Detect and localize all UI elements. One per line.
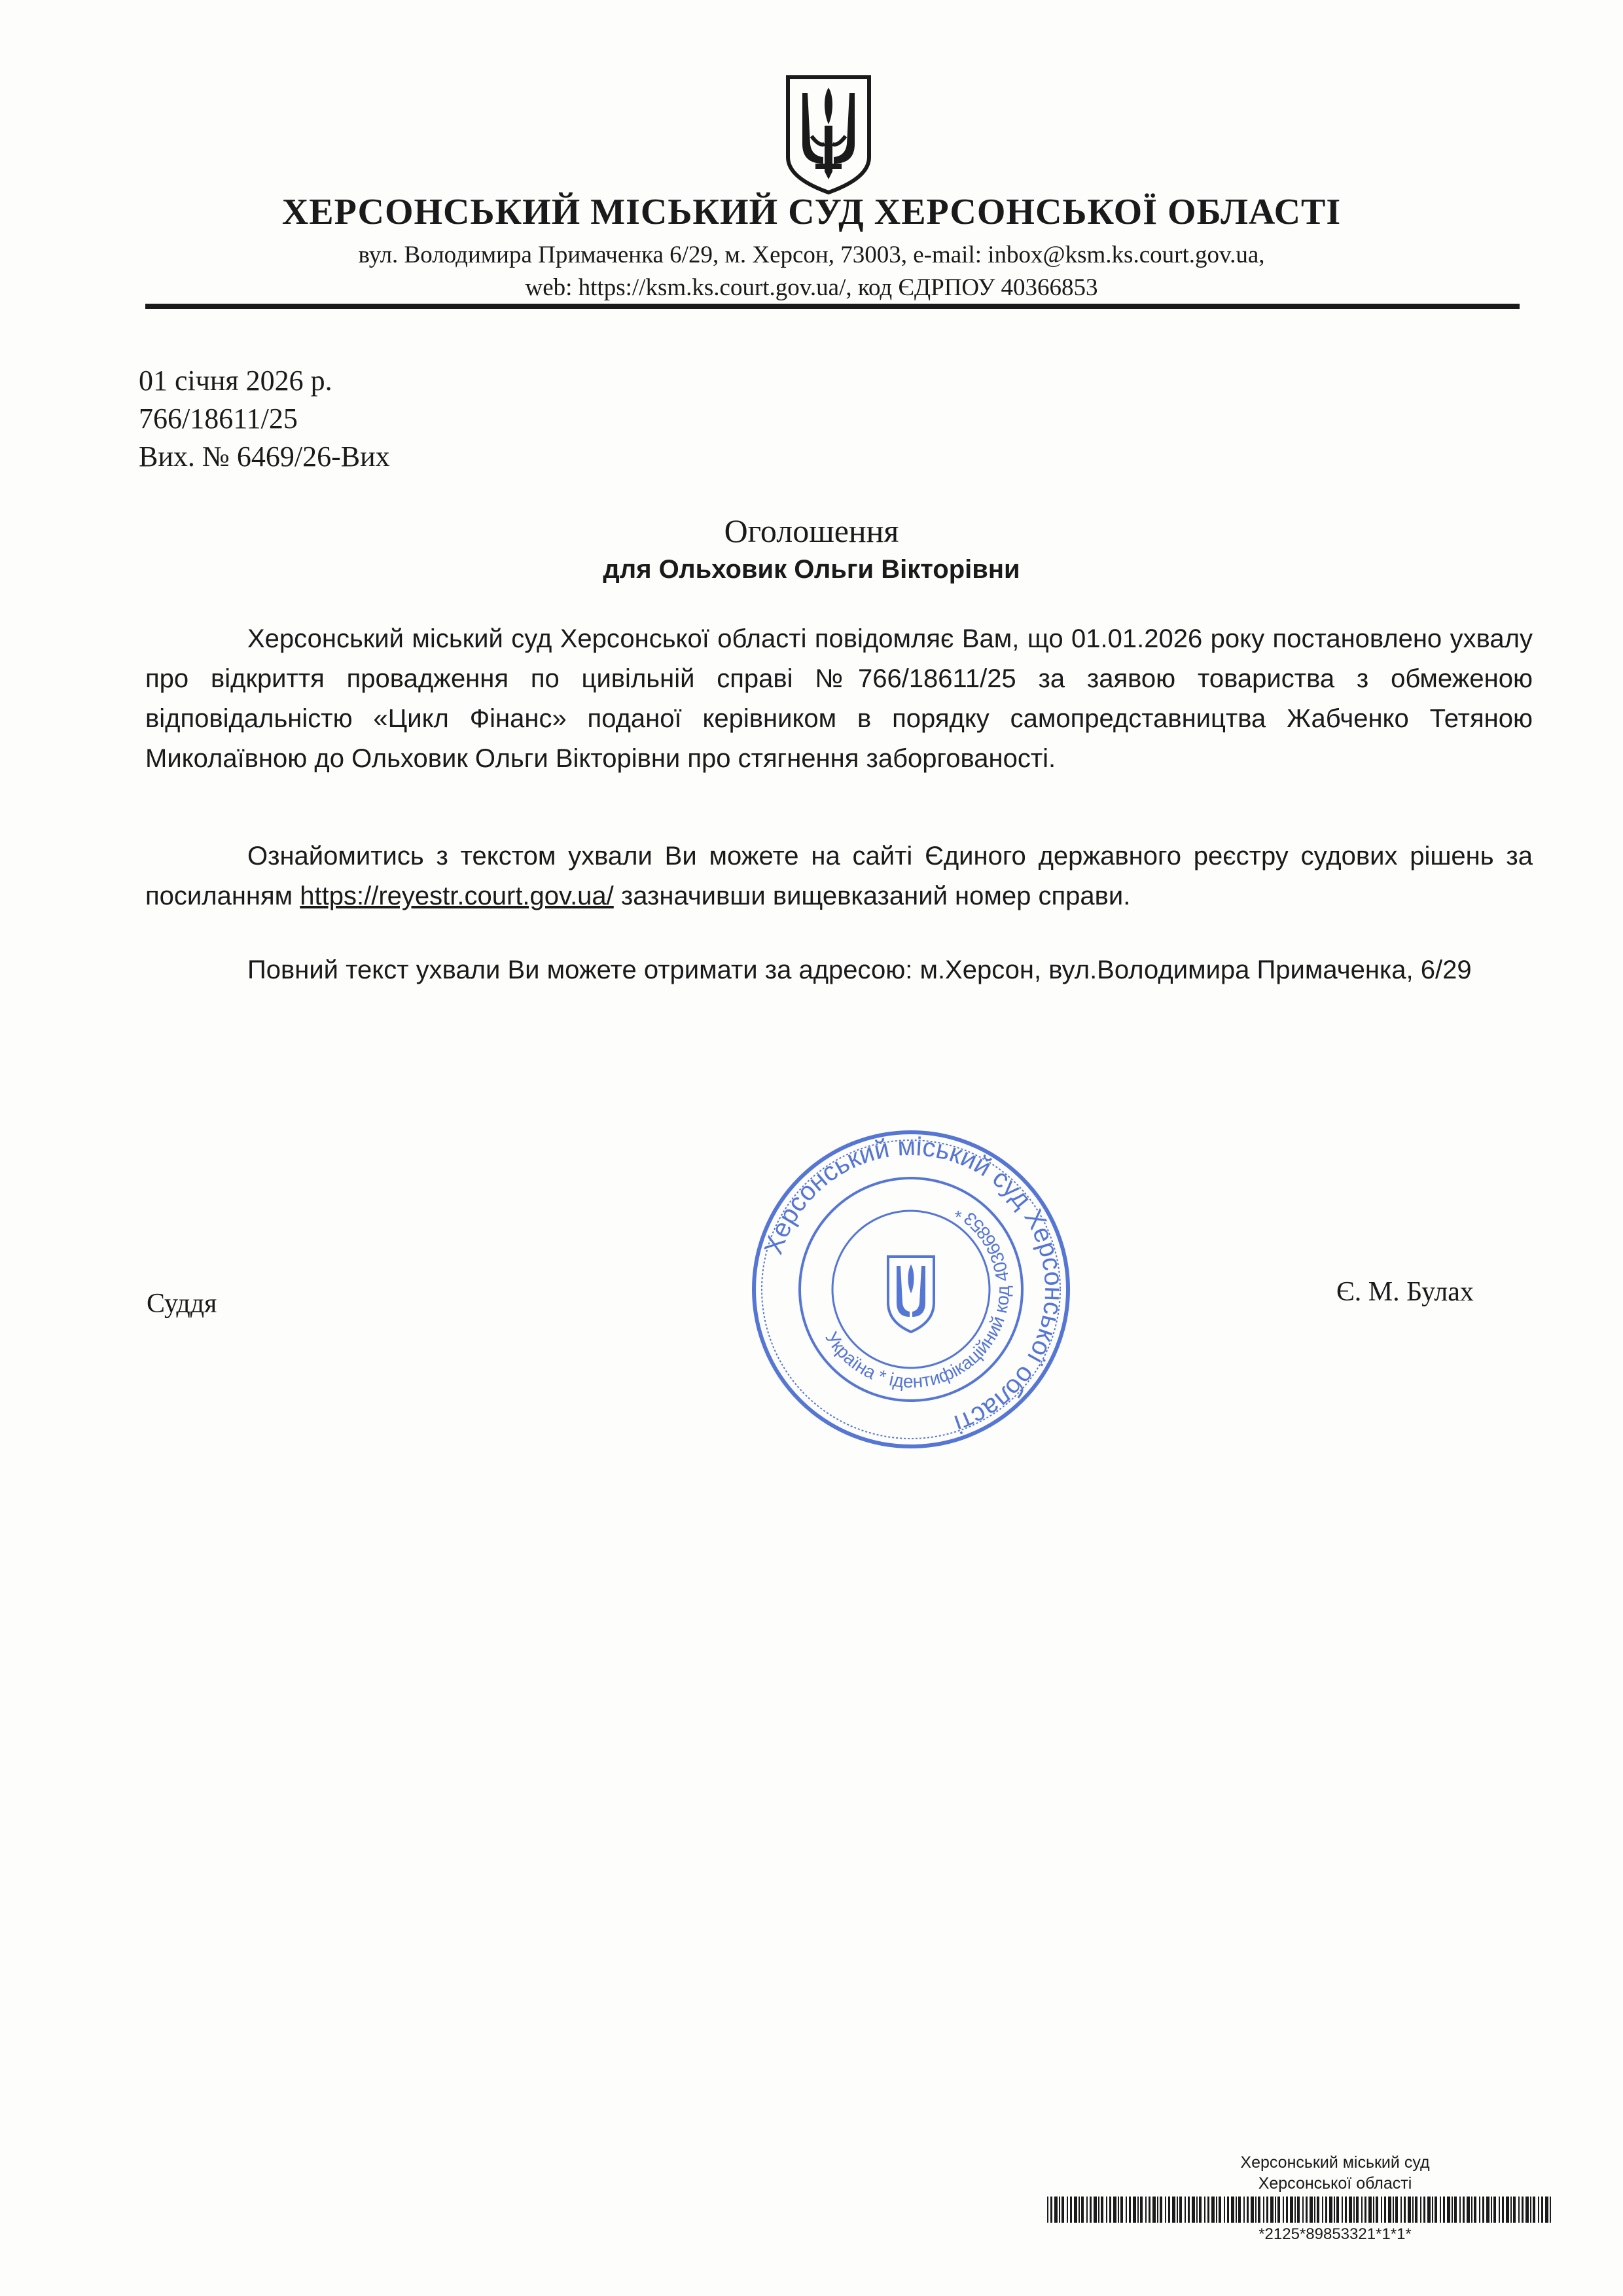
barcode-bar (1349, 2197, 1352, 2223)
document-date: 01 січня 2026 р. (139, 365, 332, 397)
coat-of-arms-icon (783, 73, 874, 195)
barcode-bar (1047, 2197, 1048, 2223)
barcode-bar (1290, 2197, 1293, 2223)
barcode-bar (1179, 2197, 1182, 2223)
barcode-bar (1081, 2197, 1084, 2223)
barcode-bar (1165, 2197, 1166, 2223)
barcode-bar (1188, 2197, 1190, 2223)
barcode-bar (1255, 2197, 1257, 2223)
barcode-bar (1157, 2197, 1158, 2223)
paragraph-2-text-end: зазначивши вищевказаний номер справи. (613, 882, 1131, 910)
barcode-bar (1094, 2197, 1097, 2223)
barcode-bar (1471, 2197, 1472, 2223)
barcode-bar (1459, 2197, 1461, 2223)
barcode-bar (1266, 2197, 1268, 2223)
barcode-bar (1270, 2197, 1274, 2223)
barcode-bar (1149, 2197, 1150, 2223)
barcode-bar (1216, 2197, 1217, 2223)
barcode-bar (1306, 2197, 1308, 2223)
barcode-bar (1275, 2197, 1276, 2223)
barcode-bar (1452, 2197, 1453, 2223)
barcode-bar (1074, 2197, 1077, 2223)
barcode-bar (1404, 2197, 1406, 2223)
barcode-bar (1538, 2197, 1539, 2223)
notice-paragraph-2 (145, 836, 1533, 916)
barcode-bar (1342, 2197, 1343, 2223)
barcode-bar (1133, 2197, 1136, 2223)
barcode-bar (1172, 2197, 1175, 2223)
barcode-bar (1513, 2197, 1516, 2223)
barcode-bar (1408, 2197, 1411, 2223)
barcode-bar (1334, 2197, 1335, 2223)
barcode-bar (1140, 2197, 1143, 2223)
barcode-bar (1101, 2197, 1103, 2223)
barcode-bar (1395, 2197, 1398, 2223)
barcode-bar (1204, 2197, 1205, 2223)
barcode-bar (1126, 2197, 1127, 2223)
court-name: ХЕРСОНСЬКИЙ МІСЬКИЙ СУД ХЕРСОНСЬКОЇ ОБЛАСТІ (281, 192, 1342, 232)
notice-paragraph-1: Херсонський міський суд Херсонської області повідомляє Вам, що 01.01.2026 року постановлено ухвалу про відкриття провадження по цивільній справі №766/18611/25 за заявою товариства з обмеженою відповідальністю «Цикл Фінанс» поданої керівником в порядку самопредставництва Жабченко Тетяною Миколаївною до Ольховик Ольги Вікторівни про стягнення заборгованості. (145, 624, 1533, 773)
barcode-bar (1541, 2197, 1543, 2223)
barcode-bar (1061, 2197, 1064, 2223)
barcode-bar (1415, 2197, 1418, 2223)
barcode-bar (1440, 2197, 1441, 2223)
barcode-bar (1329, 2197, 1332, 2223)
barcode-bar (1381, 2197, 1382, 2223)
notice-title: Оголошення (724, 512, 899, 549)
barcode-bar (1510, 2197, 1512, 2223)
barcode-bar (1192, 2197, 1195, 2223)
seal-inner-text: Україна * ідентифікаційний код 40366853 * (821, 1201, 1014, 1392)
barcode-bar (1482, 2197, 1484, 2223)
barcode-bar (1427, 2197, 1431, 2223)
barcode-bar (1106, 2197, 1107, 2223)
barcode-bar (1227, 2197, 1229, 2223)
barcode-bar (1518, 2197, 1520, 2223)
barcode-bar (1550, 2197, 1551, 2223)
barcode-bar (1384, 2197, 1386, 2223)
barcode-bar (1145, 2197, 1147, 2223)
seal-outer-text: Херсонський міський суд Херсонської області (758, 1132, 1069, 1439)
barcode-bar (1207, 2197, 1209, 2223)
footer-court-line-2: Херсонської області (1258, 2174, 1412, 2193)
document-barcode (1047, 2197, 1551, 2223)
barcode-bar (1283, 2197, 1284, 2223)
barcode-bar (1373, 2197, 1374, 2223)
barcode-bar (1238, 2197, 1241, 2223)
barcode-bar (1059, 2197, 1060, 2223)
barcode-bar (1086, 2197, 1088, 2223)
registry-link[interactable]: https://reyestr.court.gov.ua/ (300, 882, 614, 910)
paragraph-2-text-start: Ознайомитись з текстом ухвали Ви можете на сайті Єдиного державного реєстру судових рішень за посиланням (145, 842, 1533, 910)
barcode-bar (1054, 2197, 1058, 2223)
barcode-bar (1530, 2197, 1531, 2223)
barcode-bar (1322, 2197, 1323, 2223)
barcode-bar (1137, 2197, 1139, 2223)
barcode-bar (1263, 2197, 1264, 2223)
barcode-bar (1317, 2197, 1319, 2223)
court-seal (747, 1126, 1075, 1453)
barcode-bar (1314, 2197, 1315, 2223)
barcode-bar (1368, 2197, 1372, 2223)
barcode-bar (1129, 2197, 1131, 2223)
barcode-bar (1160, 2197, 1162, 2223)
barcode-bar (1400, 2197, 1402, 2223)
barcode-bar (1113, 2197, 1116, 2223)
barcode-bar (1098, 2197, 1099, 2223)
barcode-bar (1356, 2197, 1359, 2223)
barcode-bar (1493, 2197, 1496, 2223)
barcode-bar (1463, 2197, 1465, 2223)
barcode-bar (1050, 2197, 1052, 2223)
barcode-bar (1435, 2197, 1437, 2223)
barcode-bar (1420, 2197, 1421, 2223)
barcode-bar (1152, 2197, 1156, 2223)
barcode-bar (1302, 2197, 1304, 2223)
barcode-bar (1067, 2197, 1068, 2223)
barcode-bar (1120, 2197, 1123, 2223)
barcode-bar (1545, 2197, 1548, 2223)
barcode-bar (1231, 2197, 1234, 2223)
barcode-bar (1211, 2197, 1215, 2223)
barcode-bar (1491, 2197, 1492, 2223)
barcode-bar (1393, 2197, 1394, 2223)
barcode-bar (1258, 2197, 1260, 2223)
barcode-bar (1479, 2197, 1480, 2223)
barcode-bar (1251, 2197, 1254, 2223)
barcode-bar (1361, 2197, 1363, 2223)
footer-court-line-1: Херсонський міський суд (1240, 2153, 1430, 2172)
court-web-and-code: web: https://ksm.ks.court.gov.ua/, код ЄДРПОУ 40366853 (525, 274, 1098, 301)
judge-label: Суддя (147, 1289, 217, 1319)
barcode-bar (1474, 2197, 1476, 2223)
barcode-bar (1336, 2197, 1339, 2223)
barcode-bar (1310, 2197, 1313, 2223)
barcode-bar (1286, 2197, 1288, 2223)
barcode-bar (1364, 2197, 1366, 2223)
barcode-bar (1243, 2197, 1245, 2223)
barcode-bar (1118, 2197, 1119, 2223)
barcode-bar (1423, 2197, 1425, 2223)
barcode-bar (1447, 2197, 1450, 2223)
barcode-bar (1168, 2197, 1170, 2223)
barcode-number: *2125*89853321*1*1* (1258, 2225, 1412, 2243)
barcode-bar (1247, 2197, 1249, 2223)
barcode-bar (1353, 2197, 1355, 2223)
barcode-bar (1236, 2197, 1237, 2223)
barcode-bar (1443, 2197, 1445, 2223)
barcode-bar (1070, 2197, 1072, 2223)
barcode-bar (1199, 2197, 1202, 2223)
barcode-bar (1196, 2197, 1198, 2223)
barcode-bar (1277, 2197, 1280, 2223)
barcode-bar (1412, 2197, 1414, 2223)
court-address: вул. Володимира Примаченка 6/29, м. Херсон, 73003, e-mail: inbox@ksm.ks.court.gov.ua, (358, 242, 1265, 268)
notice-recipient: для Ольховик Ольги Вікторівни (603, 555, 1020, 584)
barcode-bar (1525, 2197, 1529, 2223)
barcode-bar (1294, 2197, 1296, 2223)
barcode-bar (1467, 2197, 1470, 2223)
barcode-bar (1224, 2197, 1225, 2223)
barcode-bar (1388, 2197, 1391, 2223)
barcode-bar (1177, 2197, 1178, 2223)
barcode-bar (1325, 2197, 1327, 2223)
barcode-bar (1109, 2197, 1111, 2223)
barcode-bar (1486, 2197, 1489, 2223)
barcode-bar (1454, 2197, 1457, 2223)
barcode-bar (1522, 2197, 1524, 2223)
barcode-bar (1297, 2197, 1300, 2223)
judge-name: Є. М. Булах (1336, 1277, 1474, 1307)
barcode-bar (1432, 2197, 1433, 2223)
barcode-bar (1219, 2197, 1221, 2223)
barcode-bar (1506, 2197, 1509, 2223)
barcode-bar (1345, 2197, 1347, 2223)
barcode-bar (1185, 2197, 1186, 2223)
barcode-bar (1376, 2197, 1378, 2223)
barcode-bar (1090, 2197, 1092, 2223)
header-divider (145, 304, 1520, 309)
barcode-bar (1499, 2197, 1500, 2223)
case-number: 766/18611/25 (139, 403, 298, 435)
notice-paragraph-3: Повний текст ухвали Ви можете отримати за адресою: м.Херсон, вул.Володимира Примаченка, 6/29 (247, 956, 1472, 984)
barcode-bar (1079, 2197, 1080, 2223)
barcode-bar (1533, 2197, 1535, 2223)
barcode-bar (1502, 2197, 1504, 2223)
outgoing-number: Вих. № 6469/26-Вих (139, 440, 390, 473)
